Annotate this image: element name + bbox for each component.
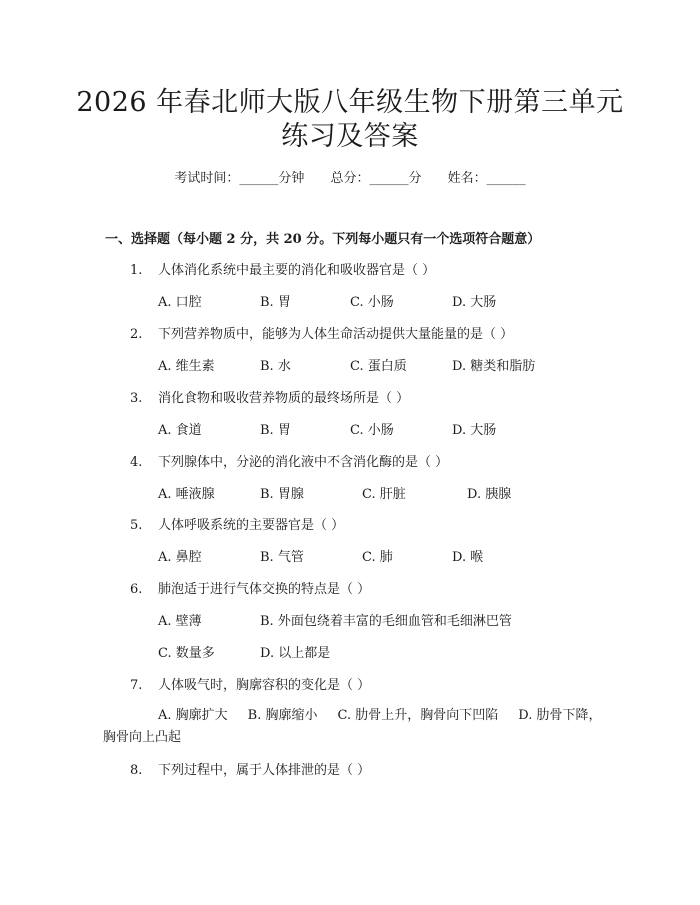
question-number: 6. [130, 582, 143, 597]
exam-time-field: 考试时间：______分钟 [174, 171, 305, 186]
document-title-line-1: 2026 年春北师大版八年级生物下册第三单元 [76, 87, 624, 118]
question [130, 677, 370, 695]
document-title-line-2: 练习及答案 [281, 121, 419, 152]
option-a: A. 唾液腺 [158, 487, 215, 502]
question-number: 7. [130, 678, 143, 693]
exam-meta [0, 170, 700, 188]
option-c: C. 蛋白质 [350, 359, 407, 374]
option-a: A. 壁薄 [158, 614, 202, 629]
name-field: 姓名：______ [447, 171, 526, 186]
question-text: 人体呼吸系统的主要器官是（ ） [158, 518, 345, 533]
option-b: B. 胃 [260, 423, 291, 438]
option-d: D. 肋骨下降，胸骨向上凸起 [103, 708, 602, 745]
total-score-field: 总分：______分 [330, 171, 422, 186]
question [130, 517, 344, 535]
option-d: D. 糖类和脂肪 [452, 359, 536, 374]
question-text: 人体消化系统中最主要的消化和吸收器官是（ ） [158, 263, 436, 278]
option-d: D. 大肠 [452, 423, 497, 438]
question-number: 3. [130, 391, 143, 406]
question-number: 2. [130, 327, 143, 342]
option-b: B. 水 [260, 359, 291, 374]
option-row-wrapped [103, 705, 603, 749]
question-number: 5. [130, 518, 143, 533]
option-c: C. 肺 [362, 550, 393, 565]
option-a: A. 胸廓扩大 [158, 708, 228, 723]
option-c: C. 小肠 [350, 423, 394, 438]
option-b: B. 胃腺 [260, 487, 304, 502]
option-c: C. 肝脏 [362, 487, 406, 502]
option-a: A. 鼻腔 [158, 550, 202, 565]
question [130, 762, 370, 780]
section-heading: 一、选择题（每小题 2 分，共 20 分。下列每小题只有一个选项符合题意） [105, 232, 541, 247]
question-number: 8. [130, 763, 143, 778]
question-number: 4. [130, 455, 143, 470]
question-text: 肺泡适于进行气体交换的特点是（ ） [158, 582, 371, 597]
option-b: B. 气管 [260, 550, 304, 565]
question-text: 消化食物和吸收营养物质的最终场所是（ ） [158, 391, 410, 406]
question-text: 下列过程中，属于人体排泄的是（ ） [158, 763, 371, 778]
question [130, 454, 448, 472]
option-c: C. 肋骨上升，胸骨向下凹陷 [337, 708, 499, 723]
option-d: D. 以上都是 [260, 646, 331, 661]
question [130, 390, 409, 408]
option-a: A. 维生素 [158, 359, 215, 374]
option-d: D. 大肠 [452, 295, 497, 310]
question-number: 1. [130, 263, 143, 278]
question-text: 下列腺体中，分泌的消化液中不含消化酶的是（ ） [158, 455, 449, 470]
option-c: C. 小肠 [350, 295, 394, 310]
question-text: 人体吸气时，胸廓容积的变化是（ ） [158, 678, 371, 693]
question [130, 581, 370, 599]
question [130, 326, 513, 344]
option-b: B. 胸廓缩小 [247, 708, 318, 723]
question-text: 下列营养物质中，能够为人体生命活动提供大量能量的是（ ） [158, 327, 514, 342]
option-b: B. 外面包绕着丰富的毛细血管和毛细淋巴管 [260, 614, 512, 629]
option-d: D. 喉 [452, 550, 484, 565]
option-c: C. 数量多 [158, 646, 215, 661]
option-d: D. 胰腺 [467, 487, 512, 502]
question [130, 262, 435, 280]
option-a: A. 口腔 [158, 295, 202, 310]
option-a: A. 食道 [158, 423, 202, 438]
option-b: B. 胃 [260, 295, 291, 310]
